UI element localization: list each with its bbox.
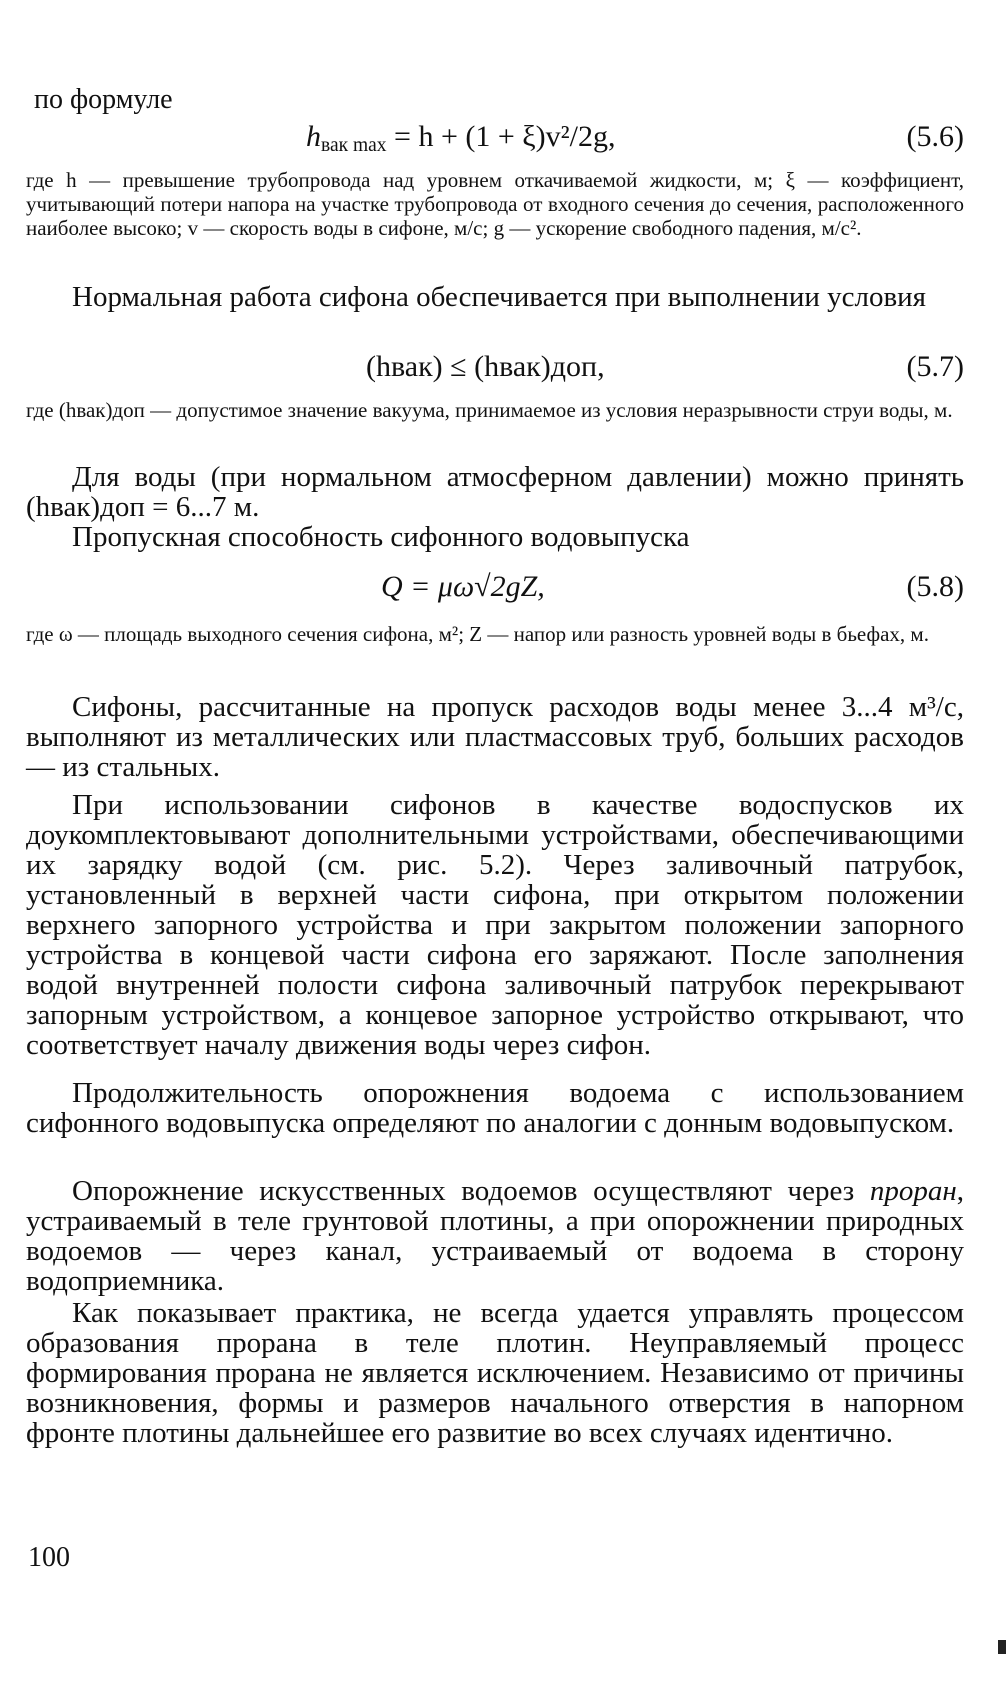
- formula-5-7-expression: (hвак) ≤ (hвак)доп,: [366, 350, 605, 383]
- formula-5-8: [26, 570, 964, 610]
- paragraph-water: Для воды (при нормальном атмосферном давлении) можно принять (hвак)доп = 6...7 м.: [26, 461, 964, 523]
- paragraph-capacity: Пропускная способность сифонного водовыпуска: [72, 521, 690, 553]
- formula-5-7-number: (5.7): [906, 350, 964, 383]
- scan-edge-mark: [998, 1640, 1006, 1654]
- paragraph-emptying: Опорожнение искусственных водоемов осуществляют через прoран, устраиваемый в теле грунтовой плотины, а при опорожнении природных водоемов — через канал, устраиваемый от водоема в сторону водоприемника.: [26, 1175, 964, 1297]
- paragraph-duration: Продолжительность опорожнения водоема с использованием сифонного водовыпуска определяют по аналогии с донным водовыпуском.: [26, 1077, 964, 1139]
- paragraph-condition: Нормальная работа сифона обеспечивается при выполнении условия: [72, 281, 926, 313]
- formula-5-7: [26, 350, 964, 390]
- paragraph-use: При использовании сифонов в качестве водоспусков их доукомплектовывают дополнительными устройствами, обеспечивающими их зарядку водой (см. рис. 5.2). Через заливочный патрубок, установленный в верхней части сифона, при открытом положении верхнего запорного устройства и при закрытом положении запорного устройства в концевой части сифона его заряжают. После заполнения водой внутренней полости сифона заливочный патрубок перекрывают запорным устройством, а концевое запорное устройство открывают, что соответствует началу движения воды через сифон.: [26, 789, 964, 1061]
- formula-5-6-number: (5.6): [906, 120, 964, 153]
- note-5-8: где ω — площадь выходного сечения сифона, м²; Z — напор или разность уровней воды в бьефах, м.: [26, 622, 929, 646]
- note-5-6: где h — превышение трубопровода над уровнем откачиваемой жидкости, м; ξ — коэффициент, учитывающий потери напора на участке трубопровода от входного сечения до сечения, расположенного наиболее высоко; v — скорость воды в сифоне, м/с; g — ускорение свободного падения, м/с².: [26, 168, 964, 240]
- formula-5-6: [26, 120, 964, 160]
- formula-5-8-number: (5.8): [906, 570, 964, 603]
- note-5-7: где (hвак)доп — допустимое значение вакуума, принимаемое из условия неразрывности струи воды, м.: [26, 398, 953, 422]
- paragraph-practice: Как показывает практика, не всегда удается управлять процессом образования прорана в теле плотин. Неуправляемый процесс формирования прорана не является исключением. Независимо от причины возникновения, формы и размеров начального отверстия в напорном фронте плотины дальнейшее его развитие во всех случаях идентично.: [26, 1297, 964, 1449]
- intro-text: по формуле: [34, 84, 173, 115]
- page-number: 100: [28, 1542, 70, 1573]
- formula-5-8-expression: Q = μω√2gZ,: [381, 570, 545, 603]
- paragraph-siphons: Сифоны, рассчитанные на пропуск расходов воды менее 3...4 м³/с, выполняют из металлических или пластмассовых труб, больших расходов — из стальных.: [26, 691, 964, 783]
- formula-5-6-expression: $h_{вак max} = h + (1 + \xi)v^2/2g$,: [306, 120, 616, 156]
- term-proran: прoран: [869, 1175, 957, 1207]
